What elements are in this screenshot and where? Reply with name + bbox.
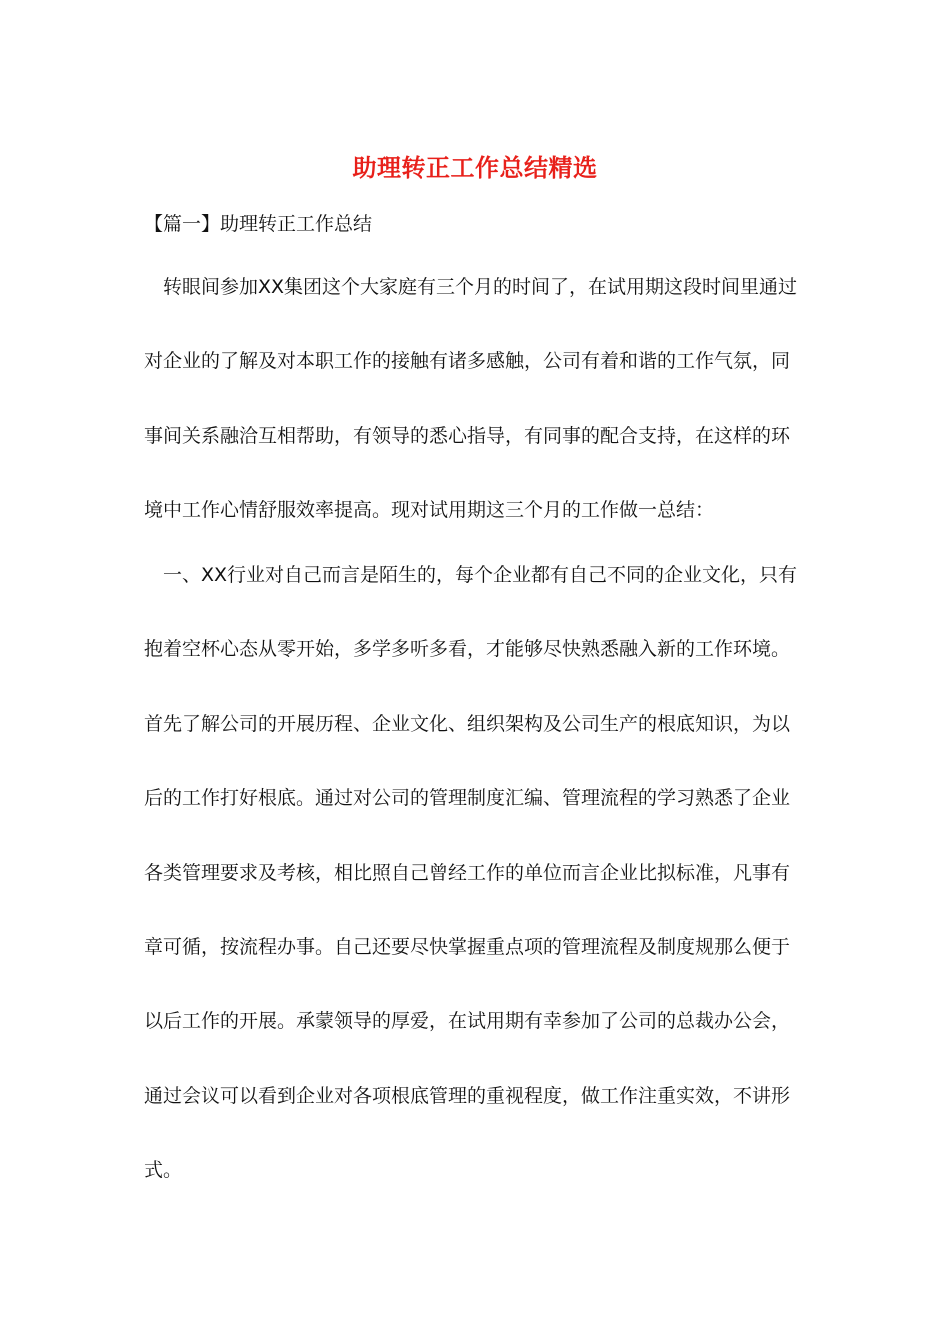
text-line: 首先了解公司的开展历程、企业文化、组织架构及公司生产的根底知识，为以: [144, 712, 791, 735]
paragraph-intro: [144, 250, 806, 548]
text-line: 式。: [144, 1159, 183, 1182]
text-line: 抱着空杯心态从零开始，多学多听多看，才能够尽快熟悉融入新的工作环境。: [144, 638, 791, 661]
text-line: 一、XX行业对自己而言是陌生的，每个企业都有自己不同的企业文化，只有: [144, 564, 798, 586]
text-line: 后的工作打好根底。通过对公司的管理制度汇编、管理流程的学习熟悉了企业: [144, 787, 791, 810]
text-line: 以后工作的开展。承蒙领导的厚爱，在试用期有幸参加了公司的总裁办公会，: [144, 1010, 791, 1033]
text-line: 境中工作心情舒服效率提高。现对试用期这三个月的工作做一总结：: [144, 499, 715, 522]
text-line: 转眼间参加XX集团这个大家庭有三个月的时间了，在试用期这段时间里通过: [144, 276, 798, 298]
text-line: 对企业的了解及对本职工作的接触有诸多感触，公司有着和谐的工作气氛，同: [144, 350, 791, 373]
document-title: 助理转正工作总结精选: [352, 154, 598, 182]
text-line: 通过会议可以看到企业对各项根底管理的重视程度，做工作注重实效，不讲形: [144, 1084, 791, 1107]
paragraph-section-one: [144, 538, 806, 1208]
text-line: 事间关系融洽互相帮助，有领导的悉心指导，有同事的配合支持，在这样的环: [144, 424, 791, 447]
text-line: 章可循，按流程办事。自己还要尽快掌握重点项的管理流程及制度规那么便于: [144, 935, 791, 958]
text-line: 各类管理要求及考核，相比照自己曾经工作的单位而言企业比拟标准，凡事有: [144, 861, 791, 884]
section-heading: 【篇一】助理转正工作总结: [144, 213, 373, 235]
